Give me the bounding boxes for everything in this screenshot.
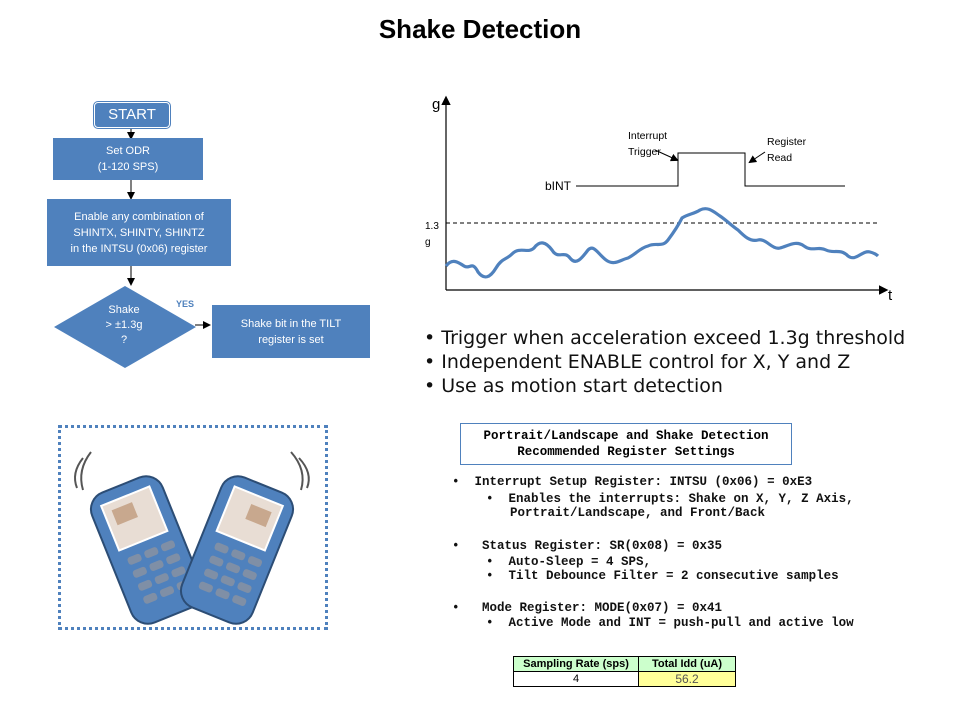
register-read-label: Register Read (767, 136, 807, 164)
bint-label: bINT (545, 179, 572, 193)
phones-graphic (61, 428, 325, 627)
enable-shake-node: Enable any combination of SHINTX, SHINTY, SHINTZ in the INTSU (0x06) register (47, 199, 231, 266)
recommended-settings-header: Portrait/Landscape and Shake Detection Recommended Register Settings (460, 423, 792, 465)
setting-item: • Tilt Debounce Filter = 2 consecutive samples (486, 569, 839, 583)
setting-heading: • Interrupt Setup Register: INTSU (0x06) = 0xE3 (452, 475, 813, 489)
table-header: Sampling Rate (sps) (514, 657, 639, 672)
table-cell: 4 (514, 672, 639, 687)
sampling-table (513, 656, 736, 687)
table-cell: 56.2 (639, 672, 736, 687)
setting-heading: • Mode Register: MODE(0x07) = 0x41 (452, 601, 723, 615)
set-odr-node: Set ODR (1-120 SPS) (53, 138, 203, 180)
bullet-item: • Trigger when acceleration exceed 1.3g threshold (424, 327, 906, 349)
bullet-item: • Independent ENABLE control for X, Y and Z (424, 351, 851, 373)
bullet-item: • Use as motion start detection (424, 375, 723, 397)
setting-item: • Auto-Sleep = 4 SPS, (486, 555, 652, 569)
right-phone (176, 471, 299, 627)
register-arrow (750, 152, 765, 162)
interrupt-trigger-label: Interrupt Trigger (628, 130, 668, 158)
decision-text: Shake > ±1.3g ? (105, 304, 143, 346)
threshold-label: 1.3 g (425, 221, 439, 248)
setting-item: Portrait/Landscape, and Front/Back (510, 506, 766, 520)
phones-illustration (58, 425, 328, 630)
yes-label: YES (176, 299, 195, 309)
y-axis-label: g (432, 96, 441, 113)
setting-item: • Active Mode and INT = push-pull and active low (486, 616, 854, 630)
result-node: Shake bit in the TILT register is set (212, 305, 370, 358)
x-axis-label: t (888, 287, 893, 304)
acceleration-curve (446, 209, 878, 277)
setting-item: • Enables the interrupts: Shake on X, Y, Z Axis, (486, 492, 854, 506)
graph-canvas (420, 90, 900, 310)
start-node: START (94, 102, 170, 128)
setting-heading: • Status Register: SR(0x08) = 0x35 (452, 539, 723, 553)
shake-motion-icon (75, 452, 309, 490)
page-title: Shake Detection (378, 14, 582, 44)
table-header: Total Idd (uA) (639, 657, 736, 672)
feature-bullets (424, 326, 905, 398)
